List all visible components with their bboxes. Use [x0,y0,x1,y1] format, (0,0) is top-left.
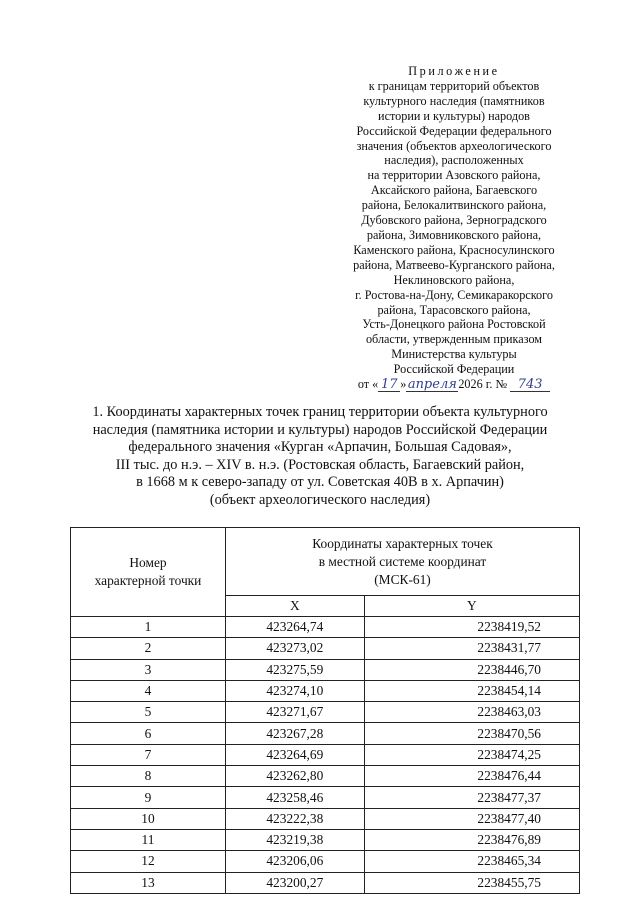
x-coordinate-cell: 423222,38 [226,808,365,829]
appendix-line: Усть-Донецкого района Ростовской [362,317,546,332]
heading-line: (объект археологического наследия) [209,491,431,508]
appendix-line: области, утвержденным приказом [365,332,543,347]
appendix-line: Российской Федерации [393,362,515,377]
header-coord-line: (МСК-61) [374,571,431,587]
table-row [71,659,580,680]
point-number-cell: 7 [71,744,226,765]
y-coordinate-cell: 2238463,03 [364,702,579,723]
appendix-block [330,64,578,392]
y-coordinate-cell: 2238431,77 [364,638,579,659]
header-coordinates [226,528,580,596]
point-number-cell: 2 [71,638,226,659]
appendix-line: Российской Федерации федерального [356,123,552,138]
order-line [330,377,578,392]
point-number-cell: 3 [71,659,226,680]
table-row [71,787,580,808]
appendix-line: Неклиновского района, [393,272,515,287]
x-coordinate-cell: 423264,74 [226,617,365,638]
header-x: X [226,596,365,617]
heading-line: федерального значения «Курган «Арпачин, Большая Садовая», [128,439,512,456]
x-coordinate-cell: 423273,02 [226,638,365,659]
y-coordinate-cell: 2238477,40 [364,808,579,829]
appendix-line: Аксайского района, Багаевского [370,183,538,198]
header-point-number [71,528,226,617]
section-heading [60,404,580,510]
appendix-line: г. Ростова-на-Дону, Семикаракорского [355,287,553,302]
table-row [71,638,580,659]
appendix-line: к границам территорий объектов [368,78,540,93]
y-coordinate-cell: 2238454,14 [364,680,579,701]
x-coordinate-cell: 423275,59 [226,659,365,680]
y-coordinate-cell: 2238446,70 [364,659,579,680]
table-row [71,617,580,638]
x-coordinate-cell: 423267,28 [226,723,365,744]
appendix-line: наследия), расположенных [384,153,524,168]
point-number-cell: 5 [71,702,226,723]
order-mid: » [400,377,407,392]
appendix-line: района, Матвеево-Курганского района, [353,257,555,272]
appendix-line: района, Зимовниковского района, [366,227,542,242]
heading-line: 1. Координаты характерных точек границ территории объекта культурного [92,404,548,420]
coordinates-table [70,527,580,894]
order-year: 2026 г. № [458,377,508,392]
x-coordinate-cell: 423258,46 [226,787,365,808]
table-row [71,766,580,787]
x-coordinate-cell: 423262,80 [226,766,365,787]
header-point-line: Номер [129,555,167,570]
point-number-cell: 6 [71,723,226,744]
appendix-line: Министерства культуры [391,347,517,362]
y-coordinate-cell: 2238455,75 [364,872,579,893]
order-prefix: от « [357,377,379,392]
point-number-cell: 10 [71,808,226,829]
point-number-cell: 4 [71,680,226,701]
x-coordinate-cell: 423264,69 [226,744,365,765]
x-coordinate-cell: 423200,27 [226,872,365,893]
point-number-cell: 9 [71,787,226,808]
header-point-line: характерной точки [94,573,202,588]
table-row [71,702,580,723]
table-body [71,617,580,894]
header-coord-line: Координаты характерных точек [312,535,493,551]
table-row [71,808,580,829]
table-row [71,723,580,744]
point-number-cell: 11 [71,829,226,850]
appendix-line: культурного наследия (памятников [363,93,545,108]
point-number-cell: 1 [71,617,226,638]
y-coordinate-cell: 2238476,89 [364,829,579,850]
appendix-line: района, Тарасовского района, [377,302,531,317]
y-coordinate-cell: 2238470,56 [364,723,579,744]
point-number-cell: 12 [71,851,226,872]
appendix-title: Приложение [408,64,500,78]
table-row [71,872,580,893]
y-coordinate-cell: 2238474,25 [364,744,579,765]
point-number-cell: 13 [71,872,226,893]
table-row [71,851,580,872]
table-row [71,680,580,701]
x-coordinate-cell: 423274,10 [226,680,365,701]
order-month: апреля [407,377,457,393]
y-coordinate-cell: 2238419,52 [364,617,579,638]
x-coordinate-cell: 423219,38 [226,829,365,850]
order-number: 743 [510,379,550,392]
x-coordinate-cell: 423206,06 [226,851,365,872]
point-number-cell: 8 [71,766,226,787]
y-coordinate-cell: 2238476,44 [364,766,579,787]
order-day: 17 [378,379,400,392]
y-coordinate-cell: 2238477,37 [364,787,579,808]
appendix-line: района, Белокалитвинского района, [361,198,547,213]
heading-line: III тыс. до н.э. – XIV в. н.э. (Ростовская область, Багаевский район, [115,456,525,473]
appendix-line: Дубовского района, Зерноградского [361,213,547,228]
table-row [71,829,580,850]
y-coordinate-cell: 2238465,34 [364,851,579,872]
heading-line: наследия (памятника истории и культуры) народов Российской Федерации [92,421,548,438]
appendix-line: значения (объектов археологического [356,138,552,153]
heading-line: в 1668 м к северо-западу от ул. Советская 40В в х. Арпачин) [136,474,504,491]
header-y: Y [364,596,579,617]
appendix-line: истории и культуры) народов [378,108,530,123]
table-row [71,744,580,765]
x-coordinate-cell: 423271,67 [226,702,365,723]
appendix-line: на территории Азовского района, [367,168,541,183]
appendix-line: Каменского района, Красносулинского [353,242,555,257]
header-coord-line: в местной системе координат [318,553,487,569]
